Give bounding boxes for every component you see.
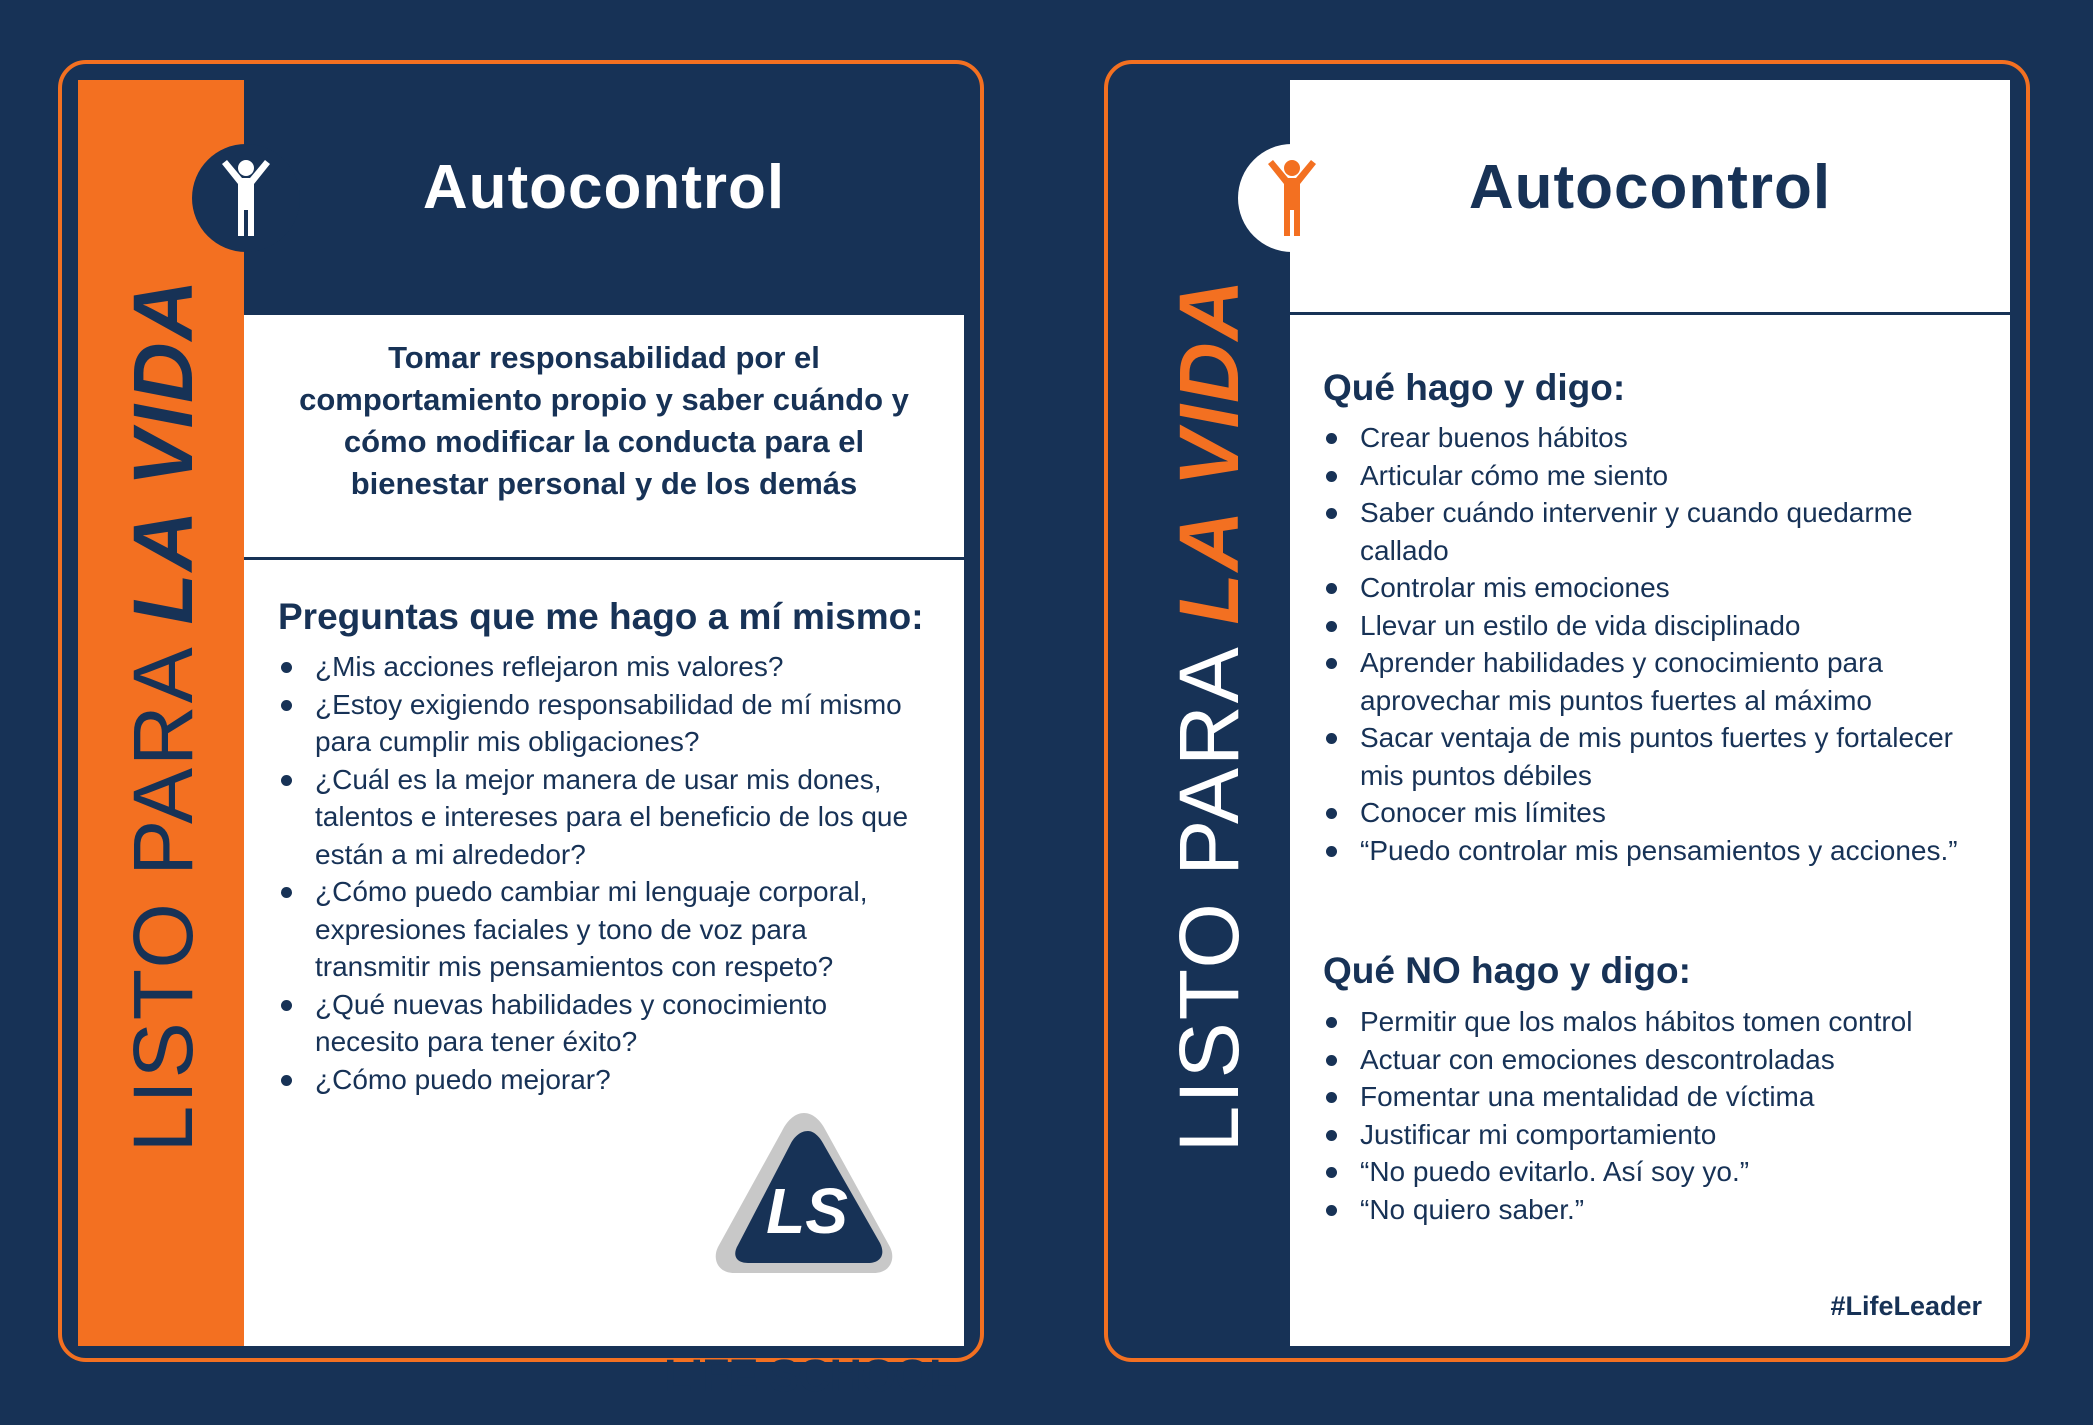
list-item: Articular cómo me siento: [1323, 457, 1983, 495]
dont-heading: Qué NO hago y digo:: [1323, 950, 1691, 991]
content-panel: [1290, 315, 2010, 1346]
list-item: ¿Mis acciones reflejaron mis valores?: [278, 648, 918, 686]
person-arms-up-icon: [192, 144, 300, 252]
icon-badge: [1238, 144, 1346, 252]
person-arms-up-icon: [1238, 144, 1346, 252]
card-header: [244, 80, 964, 315]
list-item: “No quiero saber.”: [1323, 1191, 1983, 1229]
card-title: Autocontrol: [422, 153, 786, 222]
list-item: ¿Cuál es la mejor manera de usar mis dones, talentos e intereses para el beneficio de los que están a mi alrededor?: [278, 761, 918, 874]
side-strip: [78, 80, 244, 1346]
definition-text: Tomar responsabilidad por el comportamiento propio y saber cuándo y cómo modificar la conducta para el bienestar personal y de los demás: [299, 340, 909, 501]
card-title: Autocontrol: [1468, 153, 1832, 222]
logo-name: LIFE SCHOOL: [664, 1350, 956, 1401]
questions-heading: Preguntas que me hago a mí mismo:: [278, 596, 924, 637]
list-item: ¿Estoy exigiendo responsabilidad de mí mismo para cumplir mis obligaciones?: [278, 686, 918, 761]
card-header: [1290, 80, 2010, 315]
list-item: ¿Cómo puedo cambiar mi lenguaje corporal, expresiones faciales y tono de voz para transmitir mis pensamientos con respeto?: [278, 873, 918, 986]
list-item: Llevar un estilo de vida disciplinado: [1323, 607, 1983, 645]
list-item: “Puedo controlar mis pensamientos y acciones.”: [1323, 832, 1983, 870]
hashtag: #LifeLeader: [1830, 1291, 1982, 1321]
card-back: [1124, 80, 2010, 1346]
list-item: Aprender habilidades y conocimiento para aprovechar mis puntos fuertes al máximo: [1323, 644, 1983, 719]
list-item: ¿Qué nuevas habilidades y conocimiento necesito para tener éxito?: [278, 986, 918, 1061]
list-item: ¿Cómo puedo mejorar?: [278, 1061, 918, 1099]
list-item: Crear buenos hábitos: [1323, 419, 1983, 457]
list-item: Permitir que los malos hábitos tomen control: [1323, 1003, 1983, 1041]
list-item: Justificar mi comportamiento: [1323, 1116, 1983, 1154]
life-school-logo: [704, 1105, 904, 1285]
questions-list: [278, 648, 918, 1098]
list-item: “No puedo evitarlo. Así soy yo.”: [1323, 1153, 1983, 1191]
side-strip: [1124, 80, 1290, 1346]
list-item: Saber cuándo intervenir y cuando quedarme callado: [1323, 494, 1983, 569]
vertical-title-bold: LA VIDA: [1162, 277, 1256, 625]
logo-monogram: LS: [766, 1175, 848, 1247]
definition-panel: [244, 315, 964, 560]
vertical-title-bold: LA VIDA: [116, 277, 210, 625]
do-heading: Qué hago y digo:: [1323, 367, 1626, 408]
questions-panel: [244, 560, 964, 1401]
icon-badge: [192, 144, 300, 252]
list-item: Conocer mis límites: [1323, 794, 1983, 832]
list-item: Fomentar una mentalidad de víctima: [1323, 1078, 1983, 1116]
list-item: Actuar con emociones descontroladas: [1323, 1041, 1983, 1079]
list-item: Sacar ventaja de mis puntos fuertes y fortalecer mis puntos débiles: [1323, 719, 1983, 794]
vertical-title: [1144, 70, 1274, 1360]
vertical-title: [98, 70, 228, 1360]
do-list: [1323, 419, 1983, 869]
list-item: Controlar mis emociones: [1323, 569, 1983, 607]
card-front: [78, 80, 964, 1401]
dont-list: [1323, 1003, 1983, 1228]
vertical-title-light: LISTO PARA: [116, 624, 210, 1153]
vertical-title-light: LISTO PARA: [1162, 624, 1256, 1153]
